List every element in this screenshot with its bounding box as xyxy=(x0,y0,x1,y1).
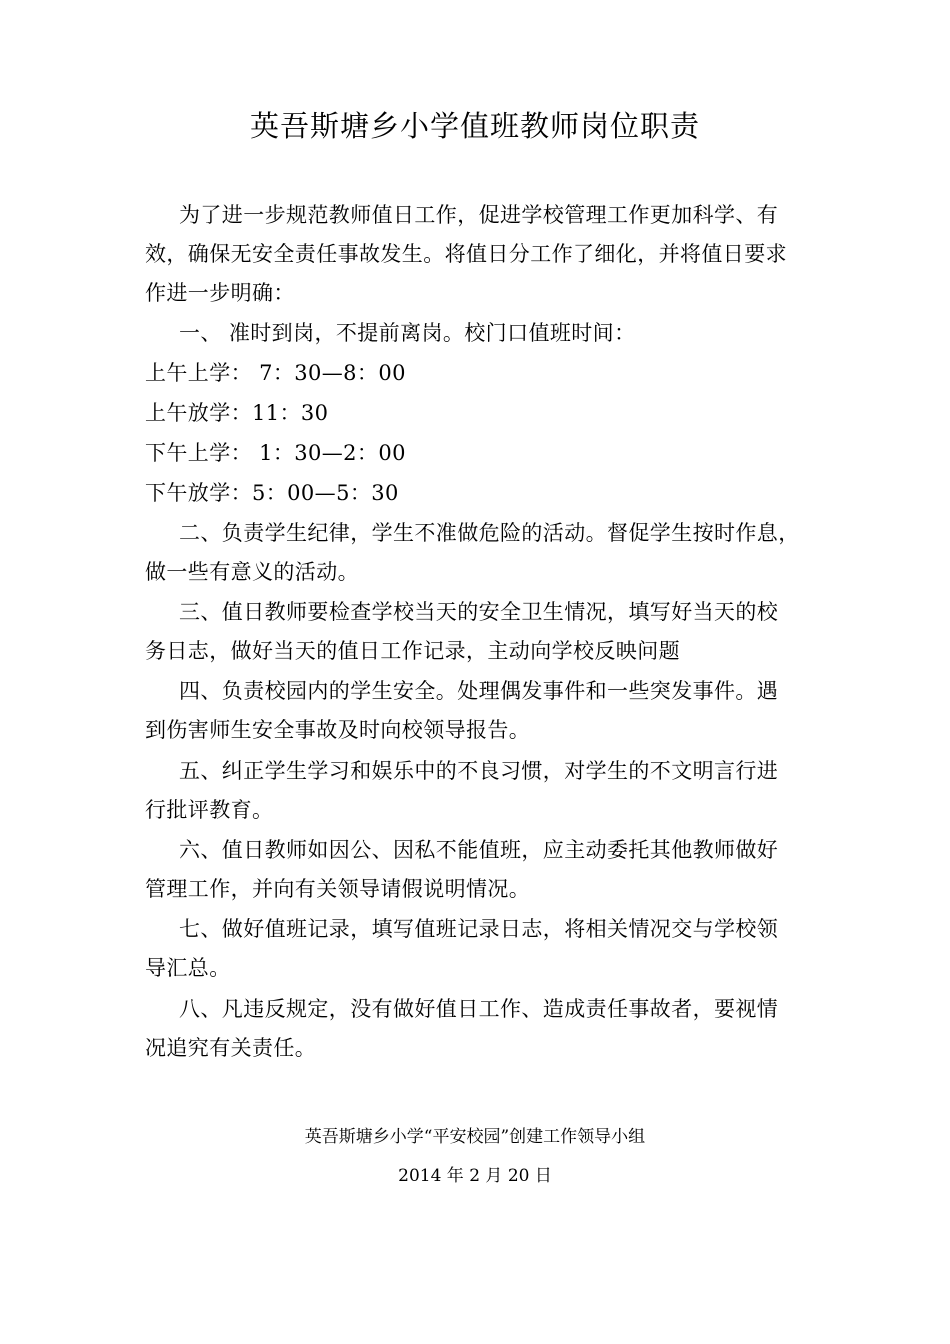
item-4-line2: 到伤害师生安全事故及时向校领导报告。 xyxy=(145,718,531,742)
intro-line: 作进一步明确： xyxy=(145,281,295,305)
signature-organization: 英吾斯塘乡小学“平安校园”创建工作领导小组 xyxy=(304,1127,646,1147)
item-8-line1: 八、凡违反规定，没有做好值日工作、造成责任事故者，要视情 xyxy=(179,997,779,1021)
item-6-line2: 管理工作，并向有关领导请假说明情况。 xyxy=(145,877,531,901)
schedule-line: 上午上学： 7：30—8：00 xyxy=(145,361,406,385)
item-4-line1: 四、负责校园内的学生安全。处理偶发事件和一些突发事件。遇 xyxy=(179,679,779,703)
item-2-line2: 做一些有意义的活动。 xyxy=(145,560,359,584)
item-2-line1: 二、负责学生纪律，学生不准做危险的活动。督促学生按时作息， xyxy=(179,521,800,545)
intro-line: 为了进一步规范教师值日工作，促进学校管理工作更加科学、有 xyxy=(179,203,779,227)
item-6-line1: 六、值日教师如因公、因私不能值班，应主动委托其他教师做好 xyxy=(179,838,779,862)
item-1: 一、 准时到岗，不提前离岗。校门口值班时间： xyxy=(179,321,636,345)
schedule-line: 上午放学：11：30 xyxy=(145,401,329,425)
item-7-line2: 导汇总。 xyxy=(145,956,231,980)
item-5-line1: 五、纠正学生学习和娱乐中的不良习惯，对学生的不文明言行进 xyxy=(179,759,779,783)
item-8-line2: 况追究有关责任。 xyxy=(145,1036,317,1060)
item-3-line1: 三、值日教师要检查学校当天的安全卫生情况，填写好当天的校 xyxy=(179,600,779,624)
signature-date: 2014 年 2 月 20 日 xyxy=(398,1166,552,1186)
item-3-line2: 务日志，做好当天的值日工作记录，主动向学校反映问题 xyxy=(145,639,680,663)
item-5-line2: 行批评教育。 xyxy=(145,798,274,822)
schedule-line: 下午放学：5：00—5：30 xyxy=(145,481,399,505)
schedule-line: 下午上学： 1：30—2：00 xyxy=(145,441,406,465)
item-7-line1: 七、做好值班记录，填写值班记录日志，将相关情况交与学校领 xyxy=(179,917,779,941)
intro-line: 效，确保无安全责任事故发生。将值日分工作了细化，并将值日要求 xyxy=(145,242,787,266)
document-title: 英吾斯塘乡小学值班教师岗位职责 xyxy=(249,109,700,143)
